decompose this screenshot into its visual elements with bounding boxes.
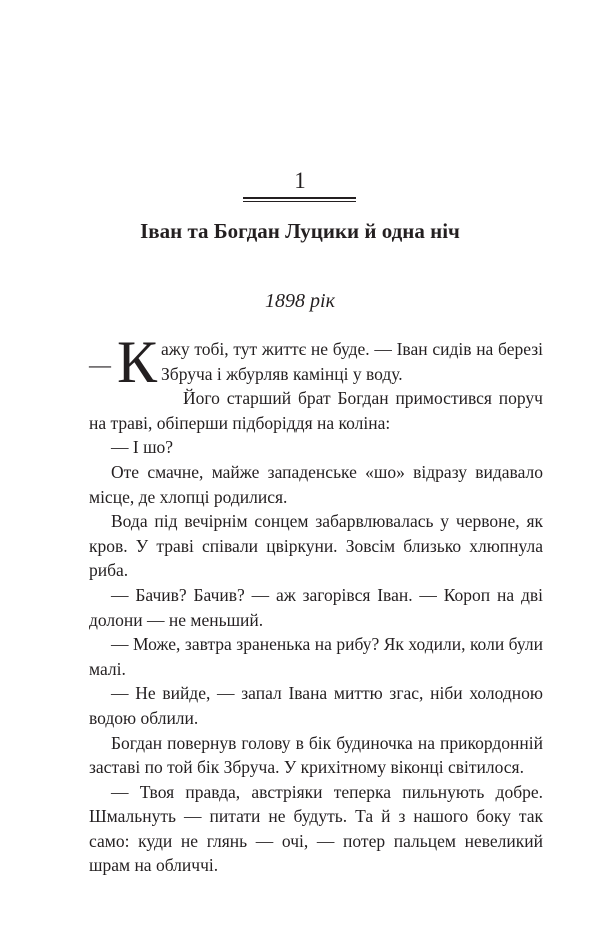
paragraph-5: Вода під вечірнім сонцем забарвлювалась у червоне, як кров. У траві співали цвіркуни. Зовсім близько хлюпнула риба. — [89, 511, 543, 581]
paragraph-4: Оте смачне, майже западенське «шо» відразу видавало місце, де хлопці родилися. — [89, 461, 543, 507]
chapter-double-rule — [243, 197, 356, 203]
drop-cap-dash: — — [89, 352, 111, 377]
paragraph-2: Його старший брат Богдан примостився поруч на траві, обіперши підборіддя на коліна: — [89, 388, 543, 433]
drop-cap-letter: К — [117, 329, 158, 395]
drop-cap — [89, 329, 158, 395]
chapter-year: 1898 рік — [265, 290, 335, 312]
paragraph-3: — І шо? — [111, 437, 174, 458]
rule-thin-line — [243, 201, 356, 202]
paragraph-7: — Може, завтра зраненька на рибу? Як ходили, коли були малі. — [89, 634, 543, 679]
paragraph-1-text: ажу тобі, тут життє не буде. — Іван сидів на березі Збруча і жбурляв камінці у воду. — [161, 339, 543, 384]
rule-thick-line — [243, 197, 356, 199]
chapter-title: Іван та Богдан Луцики й одна ніч — [140, 219, 460, 243]
paragraph-9: Богдан повернув голову в бік будиночка на прикордонній заставі по той бік Збруча. У крихітному віконці світилося. — [89, 732, 543, 778]
body-text — [89, 329, 543, 878]
paragraph-10: — Твоя правда, австріяки теперка пильнують добре. Шмальнуть — питати не будуть. Та й з нашого боку так само: куди не глянь — очі, — потер пальцем невеликий шрам на обличчі. — [89, 781, 543, 876]
paragraph-1 — [89, 329, 543, 395]
chapter-number: 1 — [294, 168, 306, 193]
paragraph-8: — Не вийде, — запал Івана миттю згас, ніби холодною водою облили. — [89, 683, 543, 728]
paragraph-6: — Бачив? Бачив? — аж загорівся Іван. — Короп на дві долони — не меньший. — [89, 584, 543, 630]
